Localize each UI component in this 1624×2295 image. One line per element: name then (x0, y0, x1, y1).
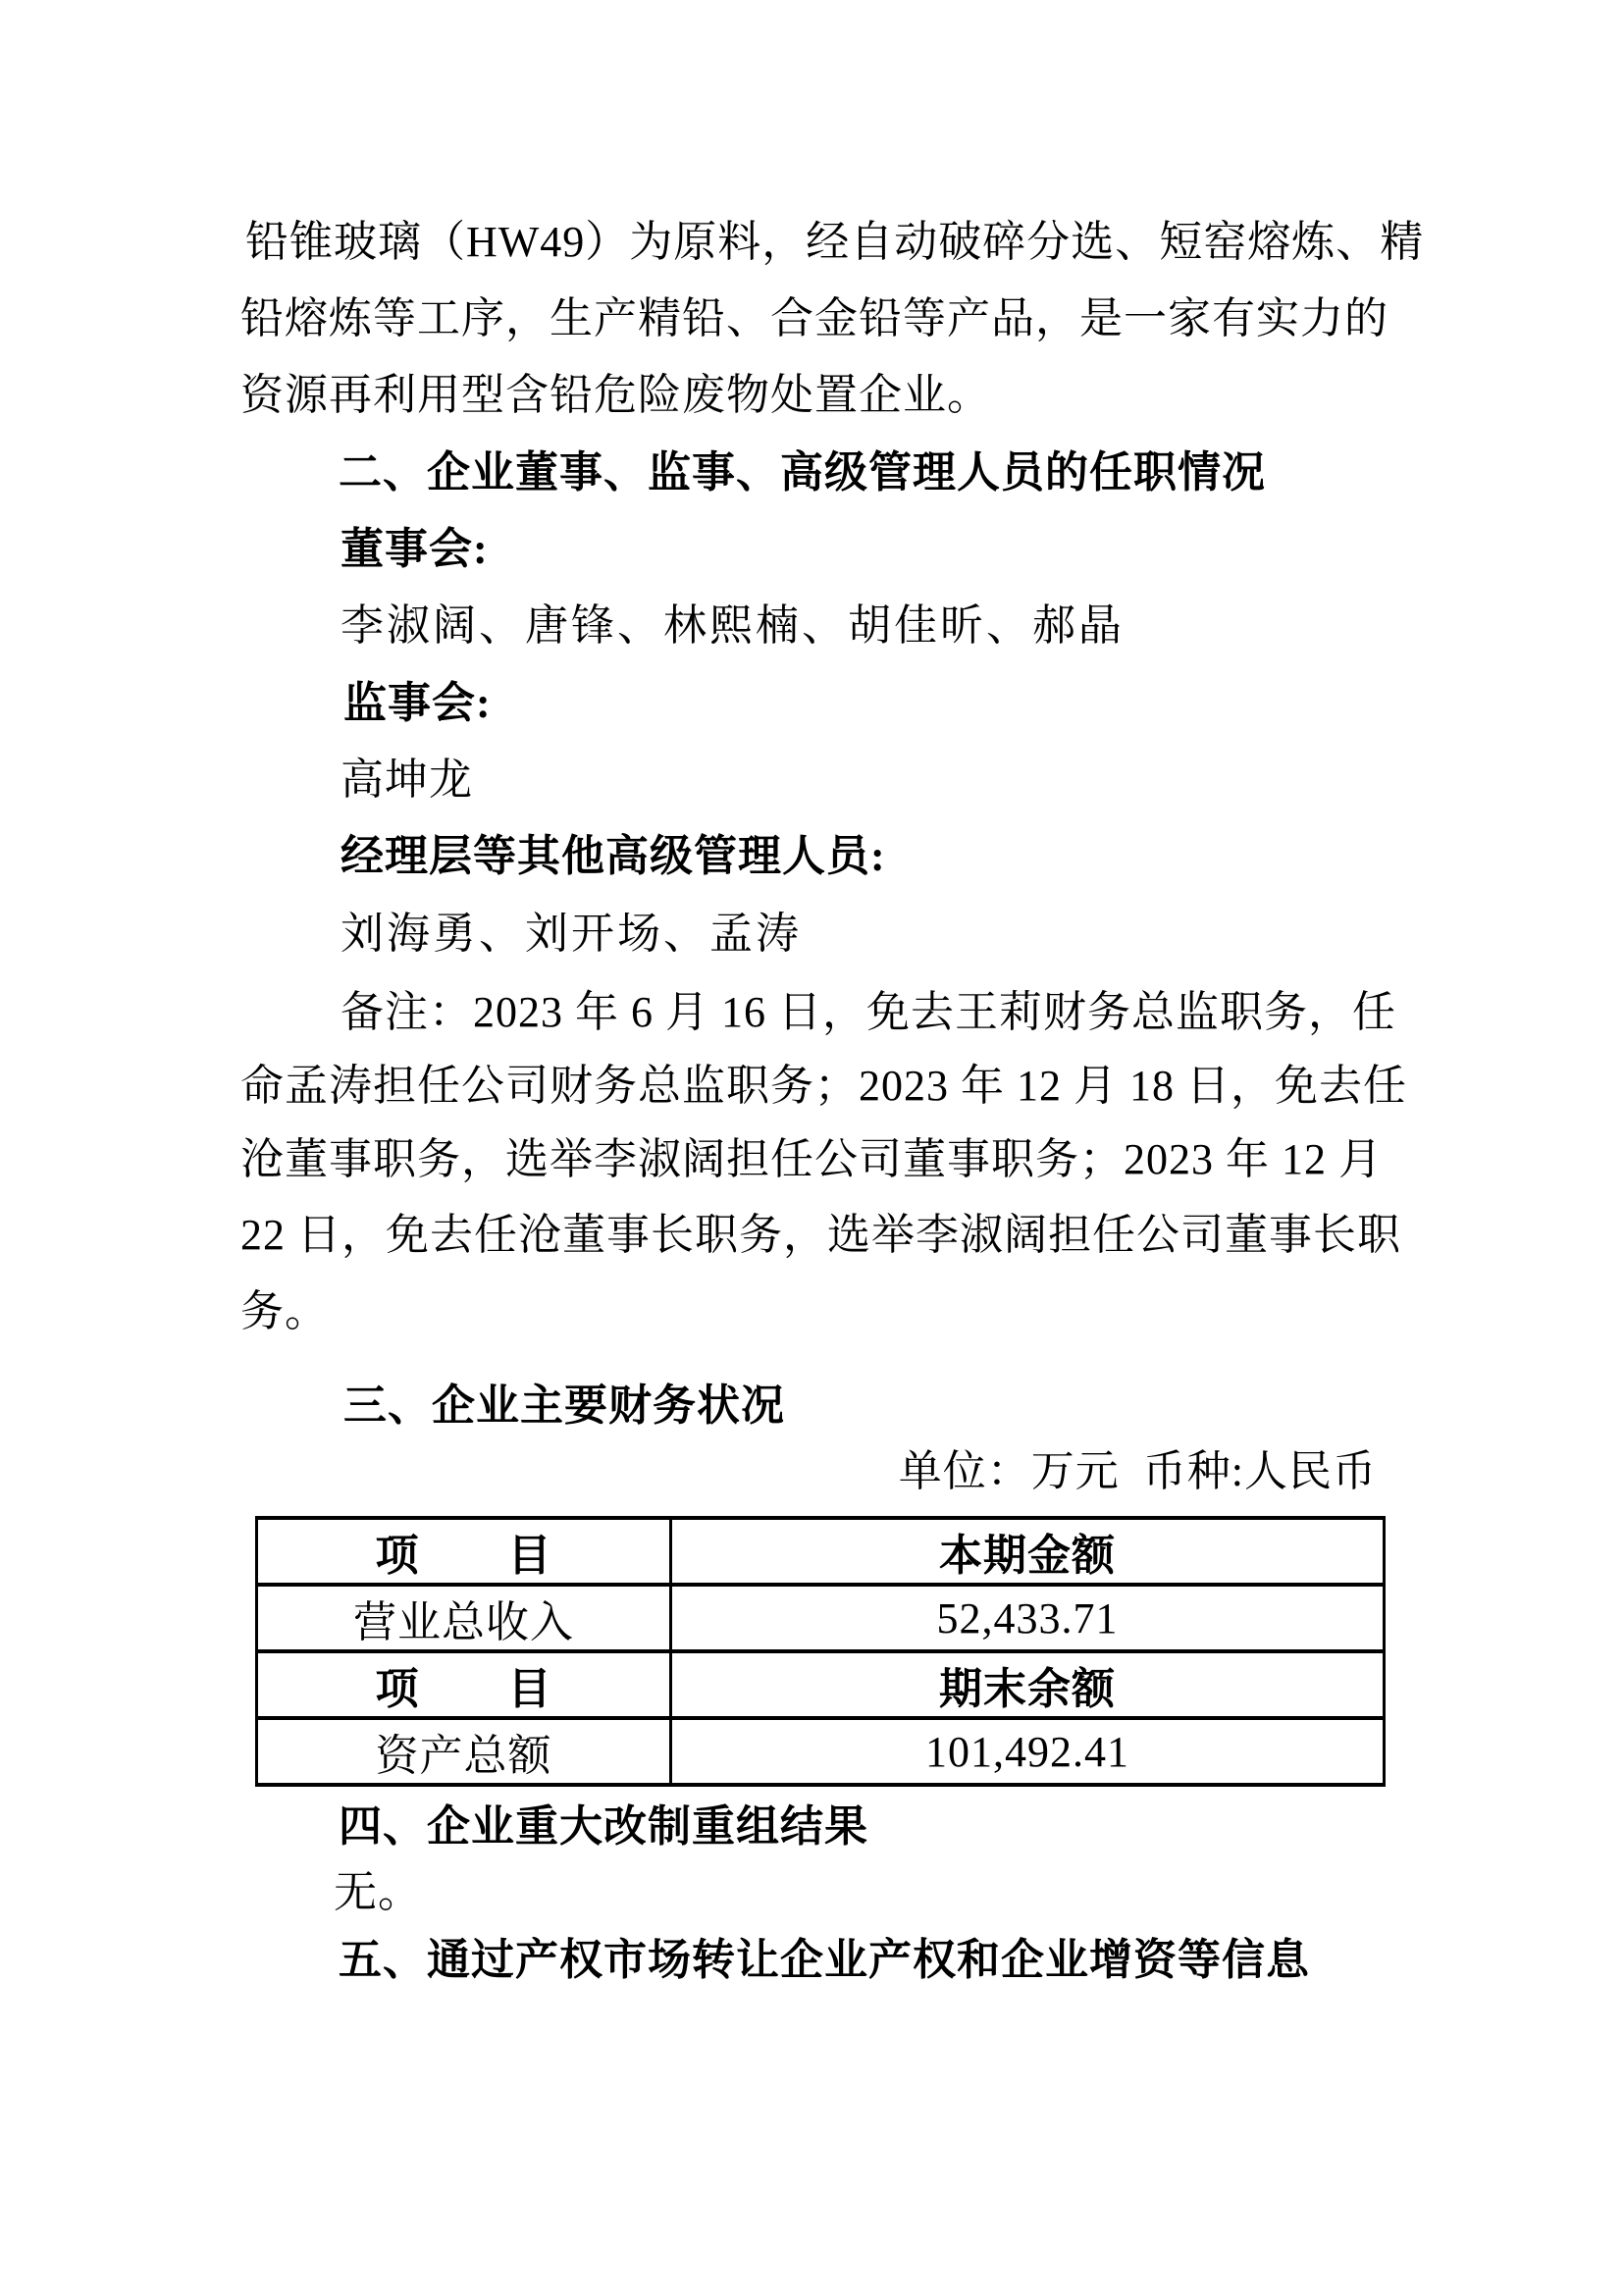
supervisory-label: 监事会: (343, 679, 492, 727)
intro-line-3: 资源再利用型含铅危险废物处置企业。 (240, 371, 991, 419)
table-cell-item-header-2: 项 目 (257, 1651, 671, 1718)
section4-heading: 四、企业重大改制重组结果 (339, 1802, 868, 1851)
note-line-4: 22 日，免去任沧董事长职务，选举李淑阔担任公司董事长职 (240, 1211, 1401, 1259)
management-members: 刘海勇、刘开场、孟涛 (341, 910, 802, 958)
section3-heading: 三、企业主要财务状况 (343, 1382, 785, 1430)
table-row (257, 1585, 1385, 1651)
table-row (257, 1518, 1385, 1585)
table-cell-item-header: 项 目 (257, 1518, 671, 1585)
intro-line-2: 铅熔炼等工序，生产精铅、合金铅等产品，是一家有实力的 (240, 294, 1388, 342)
note-line-3: 沧董事职务，选举李淑阔担任公司董事职务；2023 年 12 月 (240, 1135, 1383, 1183)
board-label: 董事会: (341, 525, 489, 573)
table-row (257, 1651, 1385, 1718)
board-members: 李淑阔、唐锋、林熙楠、胡佳昕、郝晶 (341, 601, 1125, 650)
table-cell-assets-label: 资产总额 (257, 1718, 671, 1785)
note-line-5: 务。 (240, 1287, 329, 1335)
table-cell-ending-balance-header: 期末余额 (671, 1651, 1385, 1718)
management-label: 经理层等其他高级管理人员: (341, 832, 886, 880)
table-cell-revenue-value: 52,433.71 (671, 1585, 1385, 1651)
table-cell-assets-value: 101,492.41 (671, 1718, 1385, 1785)
section4-content: 无。 (334, 1868, 422, 1916)
table-row (257, 1718, 1385, 1785)
finance-table (255, 1516, 1386, 1787)
supervisory-members: 高坤龙 (341, 756, 473, 804)
note-line-2: 命孟涛担任公司财务总监职务；2023 年 12 月 18 日，免去任 (240, 1062, 1407, 1110)
section2-heading: 二、企业董事、监事、高级管理人员的任职情况 (339, 448, 1266, 496)
section5-heading: 五、通过产权市场转让企业产权和企业增资等信息 (339, 1936, 1310, 1984)
note-line-1: 备注：2023 年 6 月 16 日，免去王莉财务总监职务，任 (341, 988, 1396, 1036)
table-cell-revenue-label: 营业总收入 (257, 1585, 671, 1651)
unit-note: 单位：万元 币种:人民币 (898, 1447, 1377, 1495)
table-cell-period-amount-header: 本期金额 (671, 1518, 1385, 1585)
intro-line-1: 铅锥玻璃（HW49）为原料，经自动破碎分选、短窑熔炼、精 (245, 218, 1425, 266)
